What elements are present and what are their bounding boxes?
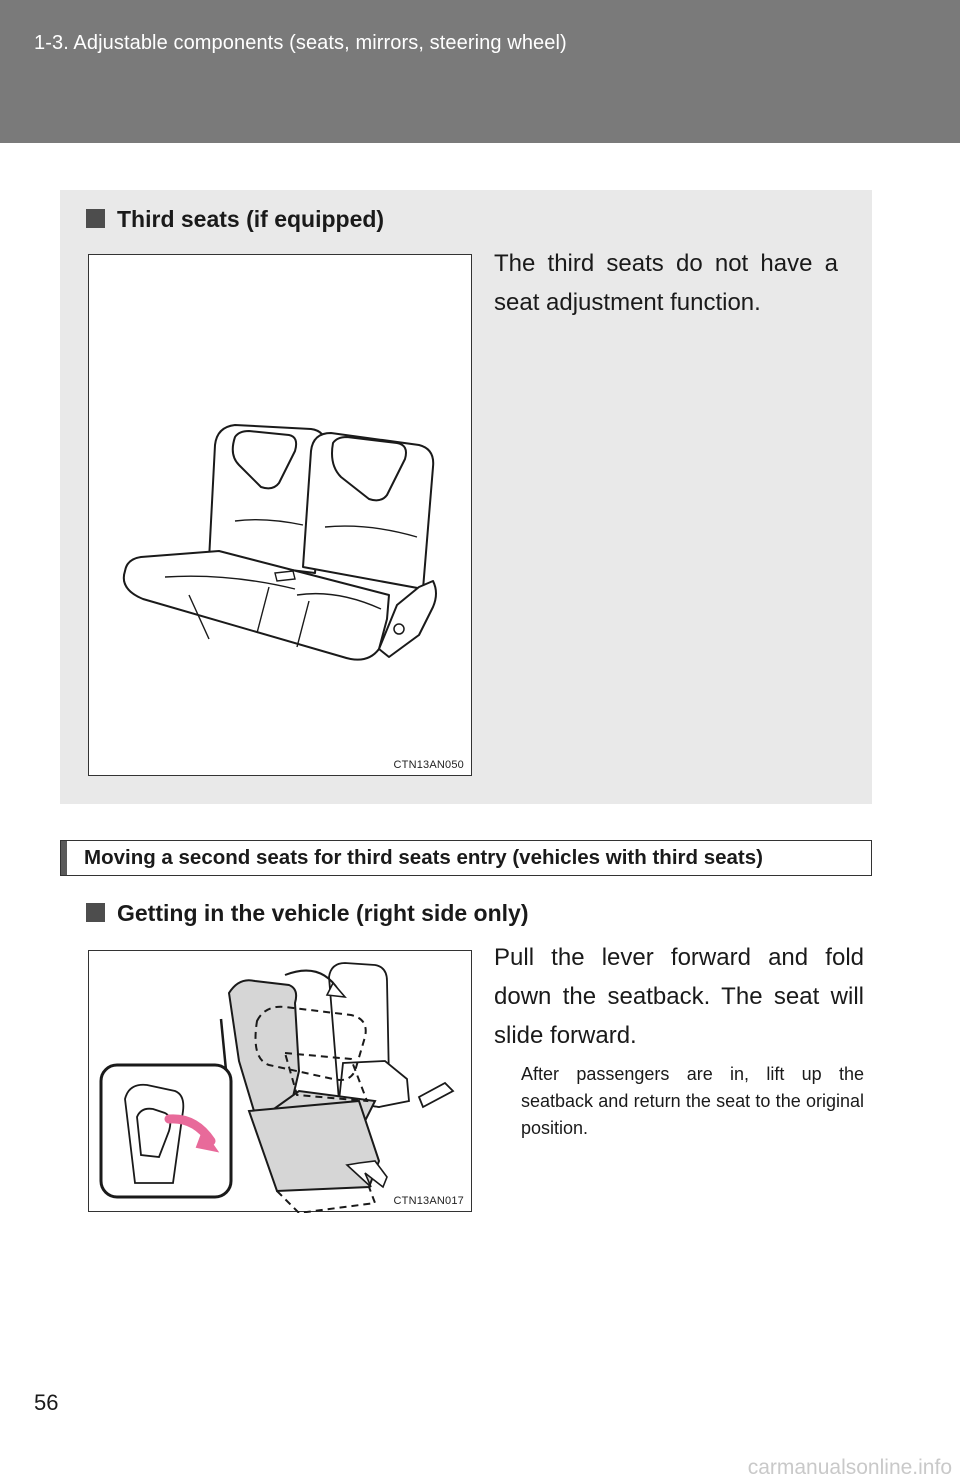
seat-fold-illustration — [89, 951, 473, 1213]
section-accent — [61, 841, 67, 875]
getting-in-note: After passengers are in, lift up the seatback and return the seat to the original position. — [521, 1064, 864, 1138]
third-seats-description: The third seats do not have a seat adjustment function. — [494, 250, 838, 316]
square-bullet-icon — [86, 209, 105, 228]
third-seats-figure — [88, 254, 472, 776]
figure-code: CTN13AN050 — [393, 759, 464, 771]
square-bullet-icon — [86, 903, 105, 922]
getting-in-figure — [88, 950, 472, 1212]
getting-in-heading: Getting in the vehicle (right side only) — [86, 900, 528, 927]
section-title: Moving a second seats for third seats entry (vehicles with third seats) — [84, 846, 763, 869]
chapter-title: 1-3. Adjustable components (seats, mirrors, steering wheel) — [34, 32, 567, 54]
third-seats-heading: Third seats (if equipped) — [86, 206, 384, 233]
third-seats-panel — [60, 190, 872, 804]
getting-in-description: Pull the lever forward and fold down the seatback. The seat will slide forward. — [494, 944, 864, 1049]
page-header — [0, 0, 960, 143]
page-number: 56 — [34, 1390, 59, 1415]
section-title-bar — [60, 840, 872, 876]
watermark: carmanualsonline.info — [747, 1456, 952, 1479]
figure-code: CTN13AN017 — [393, 1195, 464, 1207]
third-row-seat-illustration — [89, 255, 473, 777]
